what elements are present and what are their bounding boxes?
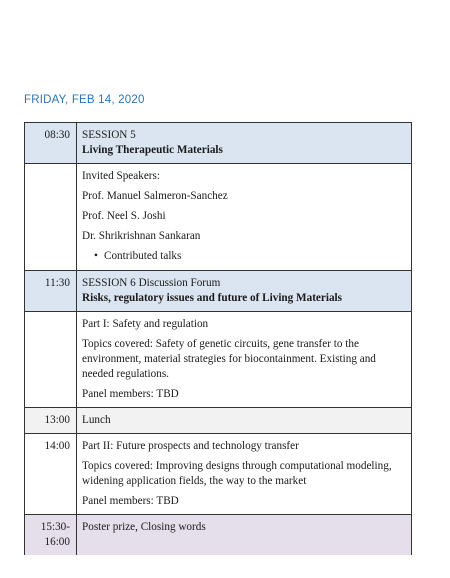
time-cell (25, 164, 77, 271)
speakers-cell (77, 164, 412, 271)
table-row-session-5 (25, 123, 412, 164)
time-cell: 11:30 (25, 271, 77, 312)
part-panel: Panel members: TBD (82, 495, 179, 507)
time-start: 15:30- (40, 521, 70, 533)
time-cell (25, 312, 77, 408)
table-row-part-2 (25, 434, 412, 515)
closing-cell: Poster prize, Closing words (77, 515, 412, 556)
time-cell: 14:00 (25, 434, 77, 515)
speakers-heading: Invited Speakers: (82, 170, 160, 182)
part-title: Part II: Future prospects and technology transfer (82, 440, 299, 452)
session-subtitle: Living Therapeutic Materials (82, 144, 223, 156)
session-title: SESSION 5 (82, 129, 136, 141)
bullet-icon: • (94, 250, 98, 262)
part-title: Part I: Safety and regulation (82, 318, 209, 330)
table-row-speakers (25, 164, 412, 271)
speaker-name: Prof. Manuel Salmeron-Sanchez (82, 190, 228, 202)
table-row-closing (25, 515, 412, 556)
part-panel: Panel members: TBD (82, 388, 179, 400)
time-cell (25, 515, 77, 556)
part-topics: Topics covered: Improving designs through computational modeling, widening application fields, the way to the market (82, 460, 392, 487)
session-cell (77, 271, 412, 312)
speaker-name: Dr. Shrikrishnan Sankaran (82, 230, 201, 242)
time-cell: 13:00 (25, 408, 77, 434)
part-cell (77, 434, 412, 515)
speaker-name: Prof. Neel S. Joshi (82, 210, 166, 222)
part-cell (77, 312, 412, 408)
bullet-text: Contributed talks (104, 250, 182, 262)
part-topics: Topics covered: Safety of genetic circuits, gene transfer to the environment, material strategies for biocontainment. Existing and needed regulations. (82, 338, 376, 380)
time-end: 16:00 (44, 536, 70, 548)
time-cell: 08:30 (25, 123, 77, 164)
session-cell (77, 123, 412, 164)
bullet-item (82, 249, 405, 264)
session-title: SESSION 6 Discussion Forum (82, 277, 221, 289)
table-row-part-1 (25, 312, 412, 408)
table-row-session-6 (25, 271, 412, 312)
schedule-date: FRIDAY, FEB 14, 2020 (24, 94, 145, 106)
session-subtitle: Risks, regulatory issues and future of Living Materials (82, 292, 343, 304)
lunch-cell: Lunch (77, 408, 412, 434)
table-row-lunch (25, 408, 412, 434)
schedule-table (24, 122, 412, 555)
